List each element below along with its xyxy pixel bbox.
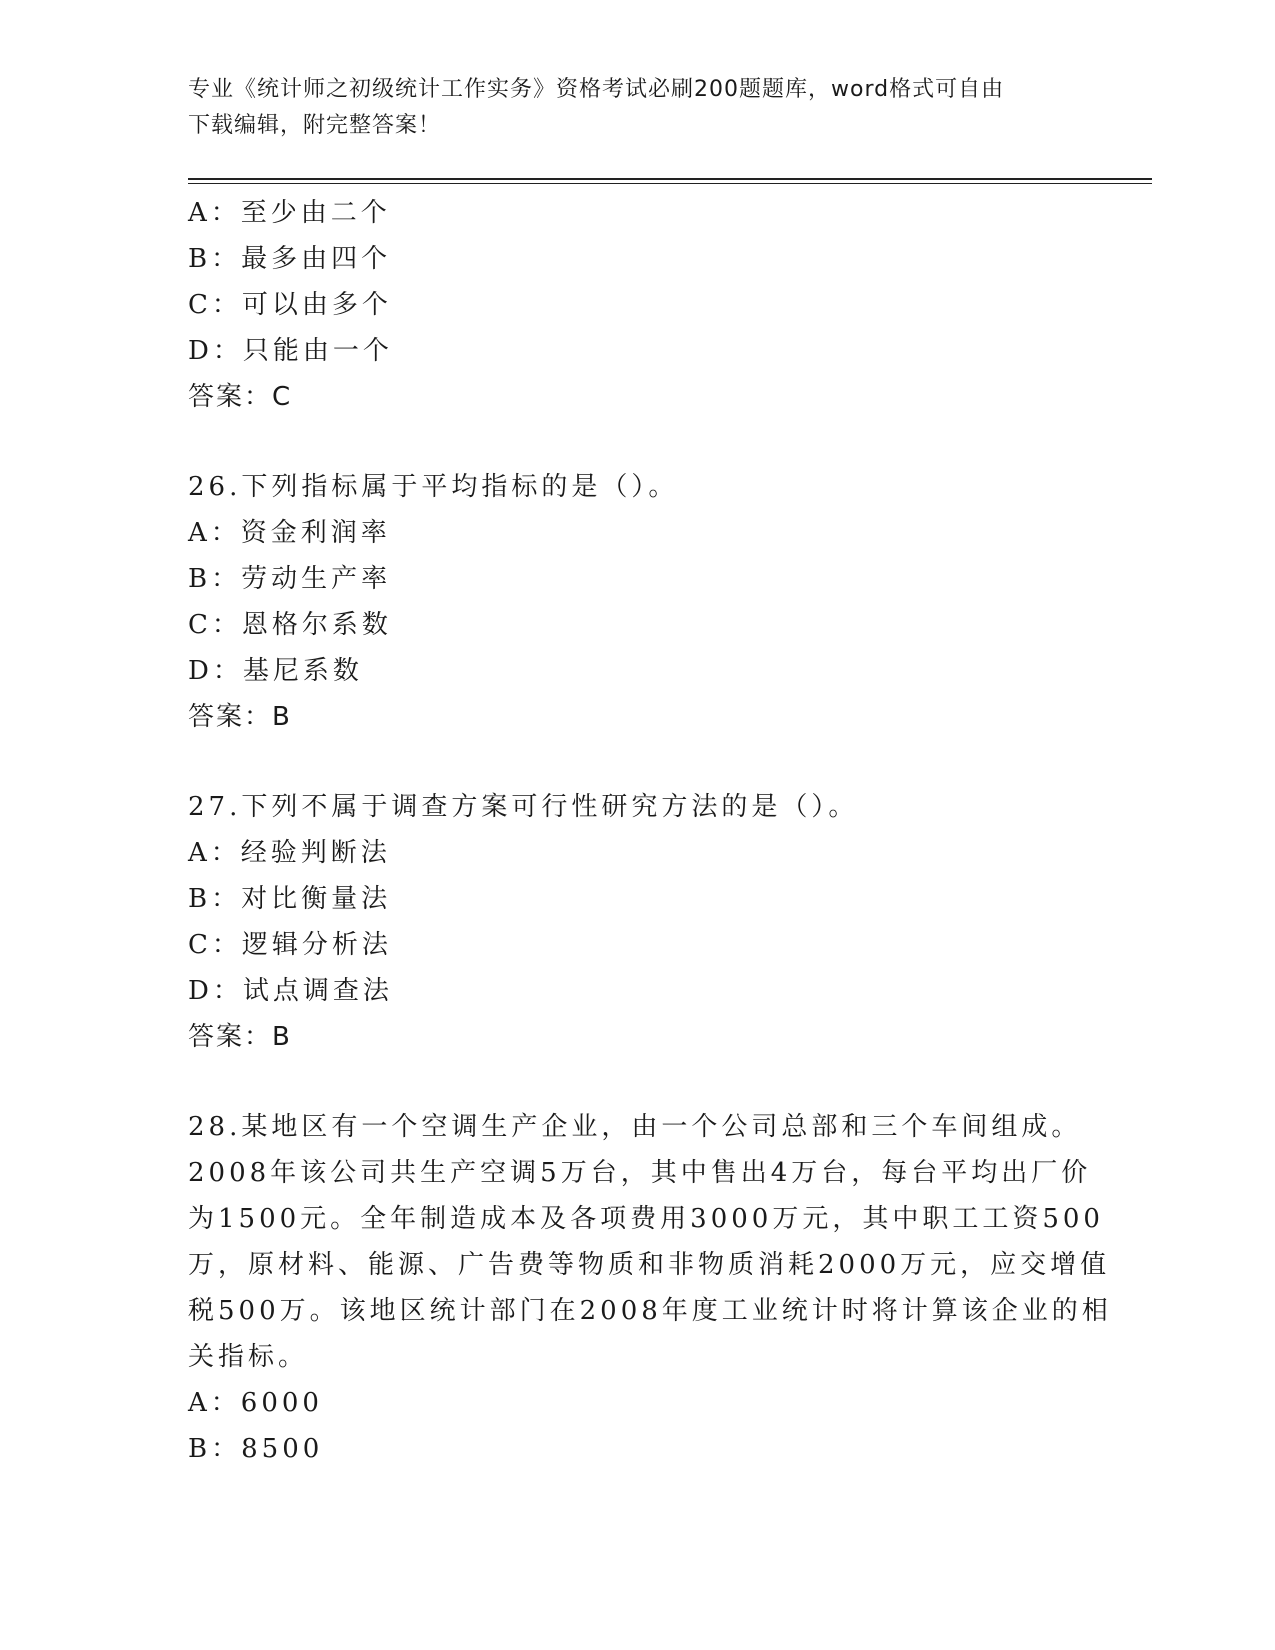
header-divider <box>188 178 1152 184</box>
question-stem: 27.下列不属于调查方案可行性研究方法的是（）。 <box>188 792 859 822</box>
question-stem-line: 万，原材料、能源、广告费等物质和非物质消耗2000万元，应交增值 <box>188 1250 1111 1280</box>
option-d: D：只能由一个 <box>188 336 393 366</box>
question-stem-line: 为1500元。全年制造成本及各项费用3000万元，其中职工工资500 <box>188 1204 1104 1234</box>
question-stem: 26.下列指标属于平均指标的是（）。 <box>188 472 679 502</box>
option-c: C：逻辑分析法 <box>188 930 392 960</box>
question-stem-line: 关指标。 <box>188 1342 309 1372</box>
question-stem-line: 税500万。该地区统计部门在2008年度工业统计时将计算该企业的相 <box>188 1296 1112 1326</box>
answer: 答案：C <box>188 382 293 412</box>
question-27-block <box>188 784 1088 1060</box>
answer: 答案：B <box>188 1022 292 1052</box>
option-a: A：经验判断法 <box>188 838 391 868</box>
answer: 答案：B <box>188 702 292 732</box>
option-c: C：可以由多个 <box>188 290 392 320</box>
spacer <box>188 740 1088 784</box>
question-stem-line: 28.某地区有一个空调生产企业，由一个公司总部和三个车间组成。 <box>188 1112 1082 1142</box>
question-content <box>188 190 1112 1472</box>
option-d: D：试点调查法 <box>188 976 393 1006</box>
option-a: A：6000 <box>188 1388 323 1418</box>
header-line-2: 下载编辑，附完整答案！ <box>188 113 442 138</box>
option-b: B：最多由四个 <box>188 244 392 274</box>
header-line-1: 专业《统计师之初级统计工作实务》资格考试必刷200题题库，word格式可自由 <box>188 77 1005 102</box>
option-a: A：至少由二个 <box>188 198 391 228</box>
question-28-block <box>188 1104 1112 1472</box>
option-b: B：对比衡量法 <box>188 884 392 914</box>
option-b: B：劳动生产率 <box>188 564 392 594</box>
document-header <box>188 72 1088 144</box>
question-stem-line: 2008年该公司共生产空调5万台，其中售出4万台，每台平均出厂价 <box>188 1158 1092 1188</box>
option-a: A：资金利润率 <box>188 518 391 548</box>
spacer <box>188 1060 1088 1104</box>
option-d: D：基尼系数 <box>188 656 363 686</box>
option-b: B：8500 <box>188 1434 324 1464</box>
prev-question-block <box>188 190 1088 420</box>
question-26-block <box>188 464 1088 740</box>
option-c: C：恩格尔系数 <box>188 610 392 640</box>
spacer <box>188 420 1088 464</box>
